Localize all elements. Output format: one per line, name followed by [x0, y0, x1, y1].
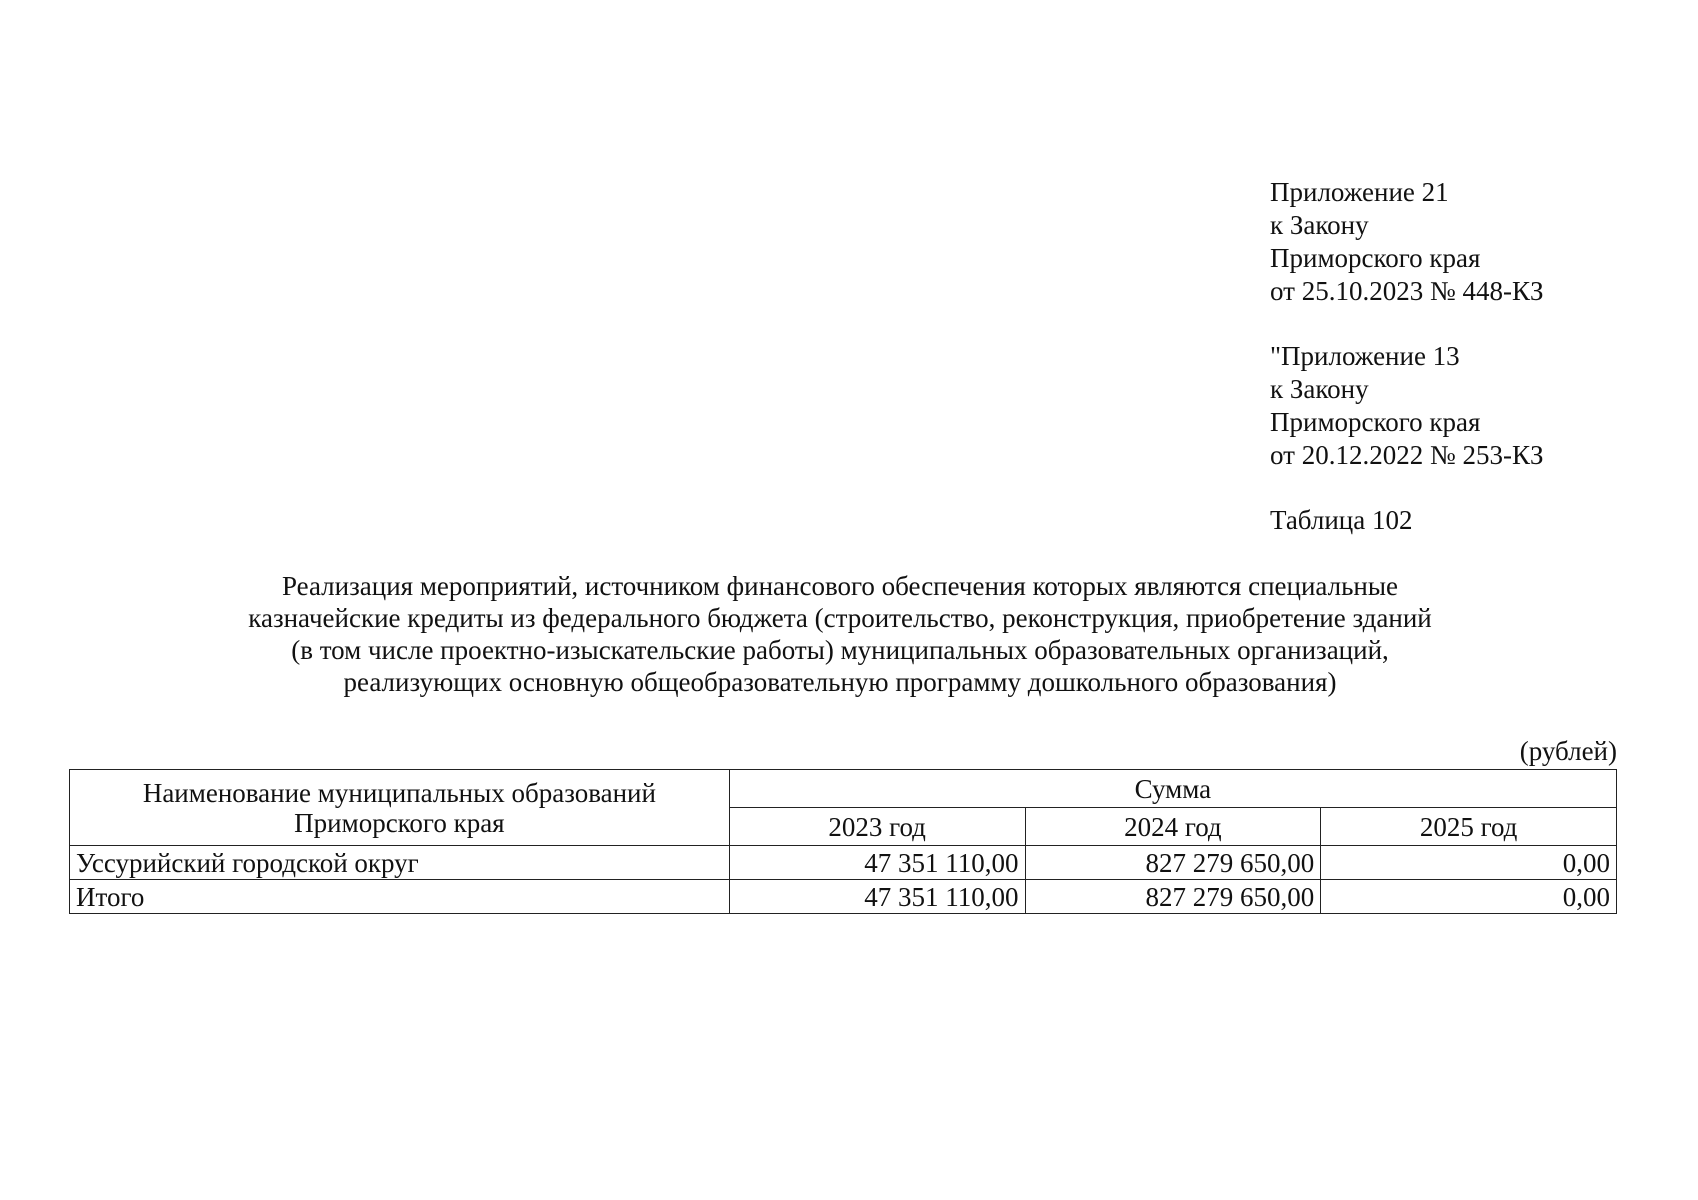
appendix-reference-current — [1270, 176, 1543, 308]
amount-2025: 0,00 — [1321, 846, 1617, 880]
total-row — [70, 880, 1617, 914]
appendix-law-label: к Закону — [1270, 210, 1369, 240]
units-label: (рублей) — [1519, 736, 1617, 766]
title-line: казначейские кредиты из федерального бюджета (строительство, реконструкция, приобретение зданий — [248, 603, 1432, 633]
header-year-2023: 2023 год — [729, 808, 1025, 846]
appendix-number: Приложение 21 — [1270, 177, 1449, 207]
header-municipality-line: Наименование муниципальных образований — [142, 777, 656, 808]
table-row — [70, 846, 1617, 880]
header-year-2024: 2024 год — [1025, 808, 1321, 846]
header-municipality — [70, 770, 730, 846]
budget-table — [69, 769, 1617, 914]
table-number: Таблица 102 — [1270, 505, 1413, 535]
appendix-law-date: от 25.10.2023 № 448-КЗ — [1270, 276, 1544, 306]
municipality-name: Уссурийский городской округ — [70, 846, 730, 880]
total-label: Итого — [70, 880, 730, 914]
original-appendix-law-date: от 20.12.2022 № 253-КЗ — [1270, 440, 1544, 470]
amount-2023: 47 351 110,00 — [729, 846, 1025, 880]
total-2023: 47 351 110,00 — [729, 880, 1025, 914]
appendix-region: Приморского края — [1270, 243, 1481, 273]
table-header-row — [70, 770, 1617, 808]
title-line: Реализация мероприятий, источником финансового обеспечения которых являются специальные — [281, 571, 1398, 601]
header-year-2025: 2025 год — [1321, 808, 1617, 846]
header-sum: Сумма — [729, 770, 1616, 808]
original-appendix-number: "Приложение 13 — [1270, 341, 1460, 371]
title-line: реализующих основную общеобразовательную программу дошкольного образования) — [343, 667, 1337, 697]
appendix-reference-original — [1270, 340, 1543, 472]
document-title — [150, 570, 1530, 698]
header-municipality-line: Приморского края — [294, 807, 505, 838]
amount-2024: 827 279 650,00 — [1025, 846, 1321, 880]
title-line: (в том числе проектно-изыскательские работы) муниципальных образовательных организаций, — [291, 635, 1389, 665]
original-appendix-region: Приморского края — [1270, 407, 1481, 437]
total-2024: 827 279 650,00 — [1025, 880, 1321, 914]
total-2025: 0,00 — [1321, 880, 1617, 914]
original-appendix-law-label: к Закону — [1270, 374, 1369, 404]
